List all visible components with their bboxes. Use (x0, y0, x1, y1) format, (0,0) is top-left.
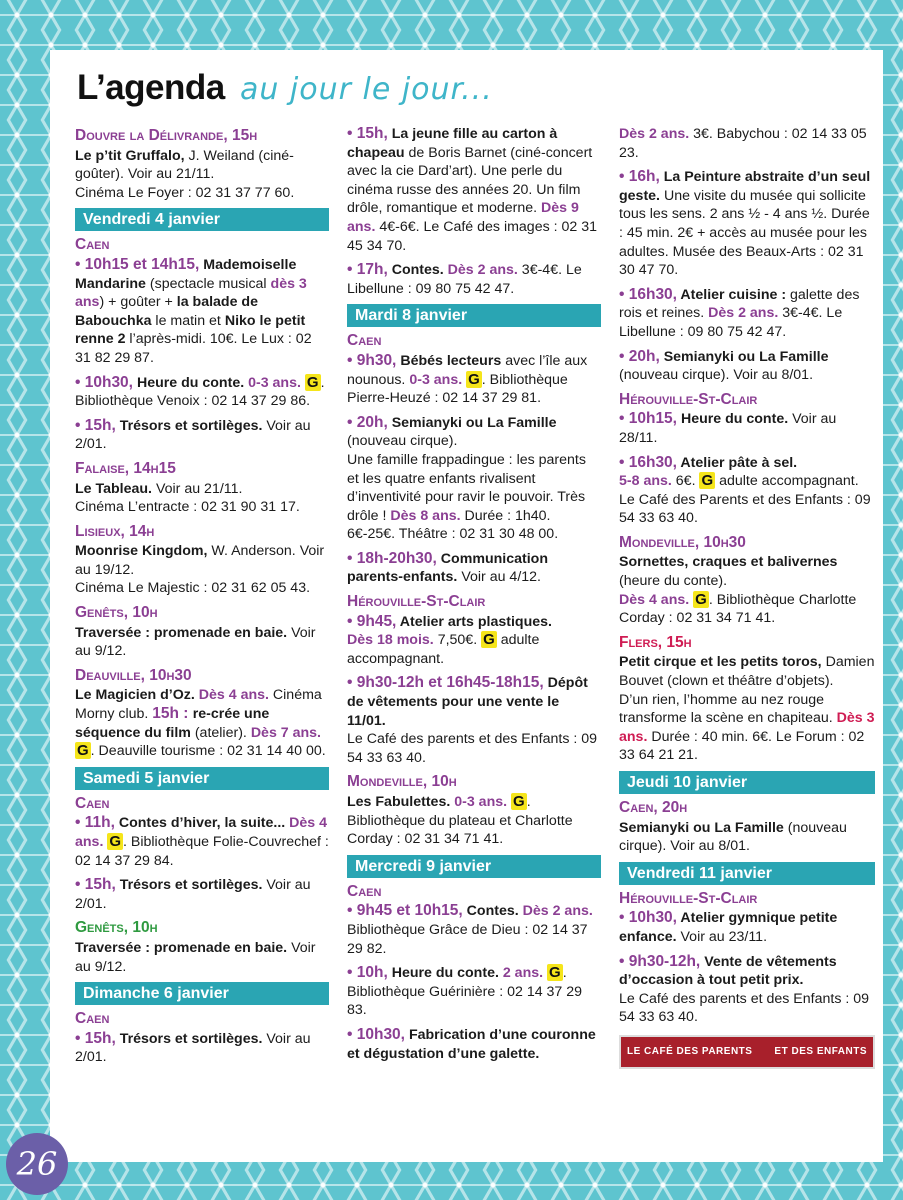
event-title: Le p’tit Gruffalo, (75, 147, 185, 164)
event-text: le matin et (151, 312, 225, 329)
event-entry (75, 374, 329, 411)
city-heading: Caen (75, 794, 110, 812)
event-text: 3€. Babychou : 02 14 33 05 23. (619, 126, 867, 161)
city-heading: Flers, 15h (619, 633, 692, 651)
banner-text-left: LE CAFÉ DES PARENTS (627, 1045, 753, 1057)
event-text: . Bibliothèque Pierre-Heuzé : 02 14 37 29 81. (347, 371, 568, 407)
column-1 (75, 125, 329, 1073)
event-title: Niko le petit renne 2 (75, 312, 306, 348)
age-label: 5-8 ans. (619, 473, 672, 490)
event-text: Voir au 2/01. (75, 417, 311, 453)
event-title: Traversée : promenade en baie. (75, 939, 288, 956)
event-time: • 10h30, (347, 1025, 405, 1043)
age-label: Dès 2 ans. (708, 305, 779, 322)
event-text: 4€-6€. Le Café des images : 02 31 45 34 70. (347, 218, 598, 254)
city-heading: Falaise, 14h15 (75, 459, 176, 477)
event-text: l’après-midi. 10€. Le Lux : 02 31 82 29 87. (75, 331, 312, 366)
event-time: • 10h, (347, 964, 388, 982)
event-text: Cinéma Le Foyer : 02 31 37 77 60. (75, 184, 295, 201)
event-text: W. Anderson. Voir au 19/12. (75, 543, 325, 578)
event-text: . Bibliothèque Venoix : 02 14 37 29 86. (75, 374, 325, 410)
event-title: Contes d’hiver, la suite... (114, 815, 286, 832)
event-title: Bébés lecteurs (396, 352, 502, 369)
event-text: ) + goûter + (99, 294, 177, 311)
event-title: Contes. (387, 262, 444, 279)
event-time: • 15h, (75, 416, 116, 434)
event-title: Les Fabulettes. (347, 794, 451, 810)
event-text: Cinéma Le Majestic : 02 31 62 05 43. (75, 580, 311, 597)
event-text: D’un rien, l’homme au nez rouge transforme la scène en chapiteau. (619, 691, 837, 727)
event-title: Vente de vêtements d’occasion à tout petit prix. (619, 953, 837, 989)
event-time: • 15h, (75, 1029, 116, 1047)
day-header: Samedi 5 janvier (75, 767, 329, 790)
cafe-logo-banner (619, 1035, 875, 1069)
event-text: Une visite du musée qui sollicite tous les sens. 2 ans ½ - 4 ans ½. Durée : 45 min. 2€ + accès au musée pour les adultes. Musée des Beaux-Arts : 02 31 30 47 70. (619, 187, 870, 279)
age-label: Dès 8 ans. (390, 507, 461, 524)
event-title: Traversée : promenade en baie. (75, 624, 288, 641)
free-badge: G (701, 472, 714, 490)
event-entry (75, 523, 329, 598)
event-entry (75, 256, 329, 368)
event-entry (75, 604, 329, 661)
free-badge: G (306, 373, 319, 391)
event-title: La jeune fille au carton à chapeau (347, 126, 558, 161)
event-title: re-crée une séquence du film (75, 706, 270, 741)
event-title: Le Tableau. (75, 480, 152, 497)
event-title: Contes. (462, 903, 519, 920)
page-subtitle: au jour le jour... (240, 72, 493, 107)
event-title: Semianyki ou La Famille (619, 819, 784, 836)
day-header: Mercredi 9 janvier (347, 855, 601, 878)
event-text: 6€. (671, 473, 700, 490)
city-heading: Caen (347, 882, 382, 900)
event-entry (347, 550, 601, 587)
event-title: Heure du conte. (677, 411, 789, 428)
event-time: • 15h, (347, 125, 388, 142)
city-heading: Caen (75, 236, 110, 254)
age-label: Dès 18 mois. (347, 632, 434, 649)
event-title: Trésors et sortilèges. (115, 1030, 263, 1047)
event-title: Atelier gymnique petite enfance. (619, 910, 838, 945)
age-label: Dès 9 ans. (347, 200, 579, 235)
event-text: Bibliothèque Grâce de Dieu : 02 14 37 29 82. (347, 921, 588, 957)
event-text: (nouveau cirque). Voir au 8/01. (619, 367, 814, 384)
event-title: Heure du conte. (387, 965, 499, 982)
event-entry (347, 902, 601, 958)
event-text: Damien Bouvet (clown et théâtre d’objets). (619, 654, 875, 690)
event-entry (347, 773, 601, 848)
age-label: 0-3 ans. (244, 374, 301, 391)
event-text: Voir au 9/12. (75, 624, 316, 660)
event-text: adulte accompagnant. Le Café des Parents et des Enfants : 09 54 33 63 40. (619, 473, 871, 527)
event-text: Voir au 2/01. (75, 877, 311, 912)
event-entry (619, 348, 875, 385)
event-entry (619, 286, 875, 342)
event-title: Le Magicien d’Oz. (75, 687, 195, 704)
event-text: . Deauville tourisme : 02 31 14 40 00. (90, 743, 326, 760)
event-text: (atelier). (190, 724, 251, 741)
age-label: Dès 3 ans. (619, 710, 875, 745)
event-entry (347, 964, 601, 1020)
event-entry (347, 125, 601, 255)
event-entry (75, 814, 329, 870)
event-text: 3€-4€. Le Libellune : 09 80 75 42 47. (619, 305, 843, 340)
event-entry (75, 127, 329, 202)
age-label: Dès 2 ans. (619, 126, 690, 142)
event-text: Durée : 1h40. 6€-25€. Théâtre : 02 31 30 48 00. (347, 507, 559, 543)
age-label: Dès 7 ans. (250, 724, 322, 741)
age-label: Dès 4 ans. (619, 591, 690, 608)
page-title: L’agenda (77, 68, 225, 107)
event-title: Trésors et sortilèges. (115, 877, 263, 894)
event-text: . Bibliothèque Guérinière : 02 14 37 29 83. (347, 965, 583, 1019)
event-text: J. Weiland (ciné-goûter). Voir au 21/11. (75, 147, 294, 183)
event-entry (619, 634, 875, 765)
event-entry (619, 410, 875, 447)
event-entry (347, 1026, 601, 1063)
age-label: Dès 4 ans. (194, 687, 269, 704)
event-entry (75, 1030, 329, 1067)
event-time: • 17h, (347, 261, 388, 279)
event-text: galette des rois et reines. (619, 286, 860, 322)
event-title: Atelier arts plastiques. (396, 613, 552, 630)
event-title: Atelier pâte à sel. (677, 454, 798, 471)
event-entry (347, 613, 601, 669)
event-entry (347, 674, 601, 767)
event-text: . Bibliothèque Charlotte Corday : 02 31 34 71 41. (619, 591, 857, 627)
event-time: • 16h30, (619, 285, 677, 303)
event-time: • 18h-20h30, (347, 549, 437, 567)
event-time: • 16h, (619, 168, 660, 186)
event-entry (75, 460, 329, 517)
agenda-page (50, 50, 883, 1162)
event-entry (347, 261, 601, 298)
event-text: Cinéma L’entracte : 02 31 90 31 17. (75, 499, 300, 516)
column-3 (619, 125, 875, 1069)
age-label: 0-3 ans. (409, 371, 463, 388)
event-title: La Peinture abstraite d’un seul geste. (619, 169, 871, 204)
event-time: • 9h30-12h et 16h45-18h15, (347, 674, 544, 692)
event-text: 7,50€. (433, 632, 482, 649)
city-heading: Douvre la Délivrande, 15h (75, 127, 258, 144)
event-title: Fabrication d’une couronne et dégustation d’une galette. (347, 1026, 596, 1062)
day-header: Mardi 8 janvier (347, 304, 601, 327)
city-heading: Hérouville-St-Clair (347, 593, 486, 611)
event-entry (75, 667, 329, 761)
city-heading: Caen (75, 1010, 110, 1028)
event-time: • 9h45 et 10h15, (347, 902, 463, 920)
event-title: Petit cirque et les petits toros, (619, 654, 822, 671)
free-badge: G (549, 964, 561, 982)
event-title: Dépôt de vêtements pour une vente le 11/01. (347, 675, 588, 729)
event-time: • 10h30, (75, 373, 133, 391)
event-time: • 16h30, (619, 453, 677, 471)
event-entry (619, 909, 875, 946)
event-text: Voir au 9/12. (75, 939, 316, 975)
event-text: de Boris Barnet (ciné-concert avec la cie Dard’art). Une perle du cinéma russe des années 20. Un film drôle, romantique et moderne. (347, 144, 593, 217)
event-text: avec l’île aux nounous. (347, 352, 588, 388)
event-title: Trésors et sortilèges. (115, 417, 263, 434)
event-title: Semianyki ou La Famille (659, 348, 829, 365)
event-text: (nouveau cirque). Voir au 8/01. (619, 819, 847, 855)
event-entry (619, 799, 875, 856)
day-header: Vendredi 4 janvier (75, 208, 329, 231)
age-label: dès 3 ans (75, 275, 307, 311)
event-text: (spectacle musical (145, 275, 271, 292)
event-title: la balade de Babouchka (75, 294, 258, 329)
city-heading: Mondeville, 10h (347, 773, 457, 791)
event-text: Voir au 4/12. (457, 569, 541, 586)
event-title: Heure du conte. (133, 374, 245, 391)
age-label: 2 ans. (498, 965, 544, 982)
event-text: Voir au 21/11. (152, 480, 243, 497)
event-time: • 9h30, (347, 351, 397, 369)
free-badge: G (513, 793, 525, 810)
event-time: • 9h30-12h, (619, 952, 701, 970)
event-time: 15h : (152, 705, 193, 723)
event-entry (619, 454, 875, 528)
event-text: Le Café des parents et des Enfants : 09 54 33 63 40. (619, 990, 870, 1026)
city-heading: Deauville, 10h30 (75, 666, 192, 684)
age-label: Dès 4 ans. (75, 815, 328, 850)
free-badge: G (695, 590, 707, 608)
event-time: • 10h15 et 14h15, (75, 255, 200, 273)
event-title: Moonrise Kingdom, (75, 543, 208, 560)
event-title: Semianyki ou La Famille (387, 414, 557, 431)
event-text: . Bibliothèque Folie-Couvrechef : 02 14 37 29 84. (75, 834, 329, 869)
event-title: Mademoiselle Mandarine (75, 256, 297, 292)
free-badge: G (468, 370, 480, 388)
event-time: • 10h30, (619, 909, 677, 927)
free-badge: G (77, 742, 89, 760)
free-badge: G (109, 833, 122, 850)
event-time: • 20h, (619, 347, 660, 365)
event-entry (619, 953, 875, 1027)
event-entry (75, 919, 329, 976)
city-heading: Caen (347, 332, 382, 350)
day-header: Dimanche 6 janvier (75, 982, 329, 1005)
city-heading: Lisieux, 14h (75, 522, 155, 540)
event-entry (75, 876, 329, 913)
city-heading: Mondeville, 10h30 (619, 533, 746, 551)
event-text: Le Café des parents et des Enfants : 09 54 33 63 40. (347, 731, 598, 766)
column-2 (347, 125, 601, 1069)
event-entry (347, 414, 601, 544)
event-title: Communication parents-enfants. (347, 550, 548, 586)
event-text: Voir au 23/11. (676, 928, 768, 945)
event-text: Durée : 40 min. 6€. Le Forum : 02 33 64 21 21. (619, 728, 865, 764)
event-text: Voir au 2/01. (75, 1030, 311, 1066)
free-badge: G (483, 631, 495, 649)
city-heading: Genêts, 10h (75, 919, 158, 937)
event-time: • 9h45, (347, 612, 397, 630)
age-label: 0-3 ans. (450, 794, 508, 810)
event-entry (619, 168, 875, 280)
day-header: Jeudi 10 janvier (619, 771, 875, 794)
event-title: Atelier cuisine : (677, 286, 787, 303)
page-number: 26 (6, 1133, 68, 1195)
event-text: Voir au 28/11. (619, 411, 837, 446)
event-text: . Bibliothèque du plateau et Charlotte Corday : 02 31 34 71 41. (347, 794, 573, 848)
event-text: (nouveau cirque). (347, 433, 458, 450)
event-title: Sornettes, craques et balivernes (619, 554, 838, 571)
event-text: 3€-4€. Le Libellune : 09 80 75 42 47. (347, 262, 582, 297)
age-label: Dès 2 ans. (518, 903, 593, 920)
event-text: adulte accompagnant. (347, 632, 540, 667)
age-label: Dès 2 ans. (443, 262, 518, 279)
event-entry (619, 125, 875, 162)
event-text: Une famille frappadingue : les parents et les quatre enfants rivalisent d’inventivité pour ravir le pouvoir. Très drôle ! (347, 451, 586, 524)
event-entry (619, 534, 875, 628)
event-text: (heure du conte). (619, 573, 728, 590)
banner-text-right: ET DES ENFANTS (774, 1045, 867, 1057)
event-time: • 20h, (347, 413, 388, 431)
day-header: Vendredi 11 janvier (619, 862, 875, 885)
event-time: • 15h, (75, 876, 116, 894)
city-heading: Caen, 20h (619, 799, 688, 816)
event-time: • 11h, (75, 814, 115, 832)
city-heading: Hérouville-St-Clair (619, 889, 758, 907)
event-time: • 10h15, (619, 410, 677, 428)
event-entry (75, 417, 329, 454)
city-heading: Hérouville-St-Clair (619, 390, 758, 408)
event-entry (347, 352, 601, 408)
event-text: Cinéma Morny club. (75, 687, 322, 723)
city-heading: Genêts, 10h (75, 604, 158, 622)
